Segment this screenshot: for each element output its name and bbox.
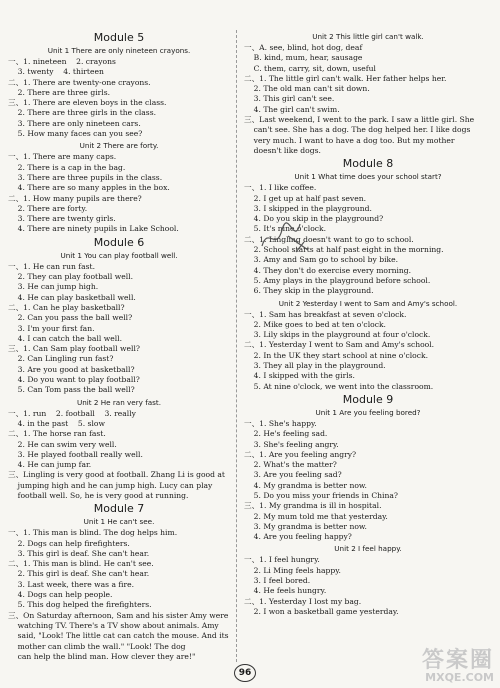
answer-line: doesn't like dogs. [244,145,321,155]
answer-line: 2. My mum told me that yesterday. [244,511,388,521]
answer-line: 2. In the UK they start school at nine o'clock. [244,350,428,360]
unit-heading: Unit 1 Are you feeling bored? [315,407,421,417]
answer-line: 3. He can jump high. [8,282,99,292]
answer-line: 二、1. This man is blind. He can't see. [8,559,154,569]
answer-line: 二、1. Yesterday I lost my bag. [244,596,362,606]
answer-line: 3. There are only nineteen cars. [8,118,141,128]
answer-line: 4. He can play basketball well. [8,292,136,302]
unit-heading: Unit 2 He ran very fast. [76,397,162,407]
unit-heading: Unit 1 What time does your school start? [294,172,442,182]
answer-line: 一、1. Sam has breakfast at seven o'clock. [244,309,407,319]
answer-line: 二、1. Are you feeling angry? [244,449,357,459]
answer-line: 3. Amy and Sam go to school by bike. [244,255,399,265]
answer-line: 3. My grandma is better now. [244,521,367,531]
answer-line: 一、1. There are many caps. [8,152,117,162]
answer-line: 3. Last week, there was a fire. [8,579,135,589]
answer-line: 3. There are three pupils in the class. [8,172,163,182]
answer-line: 2. Can Lingling run fast? [8,354,114,364]
answer-line: said, "Look! The little cat can catch the mouse. And its [8,631,229,641]
answer-line: 4. Do you skip in the playground? [244,214,384,224]
answer-line: 2. Li Ming feels happy. [244,565,341,575]
page-number: 96 [234,664,256,682]
answer-line: 2. School starts at half past eight in the morning. [244,245,444,255]
module-heading: Module 6 [93,235,145,249]
answer-line: mother can climb the wall." "Look! The dog [8,641,186,651]
answer-line: 3. This girl can't see. [244,94,335,104]
answer-line: 3. I feel bored. [244,576,311,586]
answer-line: 4. There are so many apples in the box. [8,183,170,193]
answer-line: 2. The old man can't sit down. [244,84,370,94]
answer-line: B. kind, mum, hear, sausage [244,53,363,63]
answer-line: 5. Do you miss your friends in China? [244,490,398,500]
answer-line: 4. in the past 5. slow [8,418,105,428]
watermark-logo: 答案圈 [421,648,494,673]
answer-line: 5. How many faces can you see? [8,129,143,139]
answer-line: 2. This girl is deaf. She can't hear. [8,569,150,579]
answer-line: 一、A. see, blind, hot dog, deaf [244,43,363,52]
answer-line: 2. There are forty. [8,203,88,213]
answer-line: 4. Dogs can help people. [8,590,113,600]
answer-line: 5. It's nine o'clock. [244,224,327,234]
answer-line: 2. There is a cap in the bag. [8,162,126,172]
answer-line: 5. Amy plays in the playground before school. [244,275,431,285]
unit-heading: Unit 2 This little girl can't walk. [312,32,424,41]
answer-line: 二、1. Lingling doesn't want to go to school. [244,234,414,244]
column-divider [236,30,237,662]
answer-line: 3. She's feeling angry. [244,439,339,449]
answer-line: 三、1. There are eleven boys in the class. [8,98,167,108]
answer-line: 4. The girl can't swim. [244,104,340,114]
answer-line: 2. I won a basketball game yesterday. [244,606,399,616]
answer-line: 4. I can catch the ball well. [8,333,122,343]
answer-line: 3. I'm your first fan. [8,323,95,333]
answer-line: 3. They all play in the playground. [244,361,386,371]
answer-line: 三、On Saturday afternoon, Sam and his sister Amy were [8,610,229,620]
unit-heading: Unit 2 Yesterday I went to Sam and Amy's school. [278,298,458,308]
answer-line: 3. Are you feeling sad? [244,470,342,480]
answer-line: 5. Can Tom pass the ball well? [8,385,135,395]
unit-heading: Unit 1 He can't see. [83,517,155,527]
answer-line: 3. twenty 4. thirteen [8,67,104,77]
answer-line: 4. He can jump far. [8,460,92,470]
answer-line: 2. What's the matter? [244,460,337,470]
answer-line: can help the blind man. How clever they are!" [8,651,196,661]
unit-heading: Unit 2 I feel happy. [334,544,402,554]
answer-line: 4. My grandma is better now. [244,480,367,490]
pen-scribble-icon [258,216,318,256]
answer-line: 一、1. nineteen 2. crayons [8,57,116,66]
answer-line: 4. I skipped with the girls. [244,371,355,381]
answer-line: 二、1. Can he play basketball? [8,302,125,312]
module-heading: Module 5 [93,31,145,44]
unit-heading: Unit 1 There are only nineteen crayons. [47,46,191,55]
answer-line: 2. I get up at half past seven. [244,193,367,203]
answer-line: 2. Dogs can help firefighters. [8,538,130,548]
module-heading: Module 9 [342,392,394,406]
answer-line: 3. There are twenty girls. [8,214,116,224]
answer-line: 三、Last weekend, I went to the park. I saw a little girl. She [244,115,475,125]
right-column [244,30,492,617]
answer-line: 三、Lingling is very good at football. Zhang Li is good at [8,470,225,480]
answer-line: 2. Can you pass the ball well? [8,313,133,323]
answer-line: 一、1. She's happy. [244,418,317,428]
watermark-site: MXQE.COM [425,671,494,684]
answer-line: 二、1. How many pupils are there? [8,193,142,203]
answer-line: very much. I want to have a dog too. But my mother [244,135,455,145]
answer-line: 三、1. Can Sam play football well? [8,344,140,354]
answer-line: 二、1. There are twenty-one crayons. [8,77,151,87]
answer-line: 一、1. I feel hungry. [244,555,320,565]
left-column [8,30,230,662]
answer-line: 一、1. He can run fast. [8,261,95,271]
answer-line: 三、1. My grandma is ill in hospital. [244,501,382,511]
answer-line: 二、1. The horse ran fast. [8,429,106,439]
answer-line: 3. I skipped in the playground. [244,203,372,213]
unit-heading: Unit 2 There are forty. [79,141,159,151]
answer-line: 4. Are you feeling happy? [244,532,352,542]
answer-line: watching TV. There's a TV show about animals. Amy [8,620,219,630]
answer-line: 二、1. Yesterday I went to Sam and Amy's school. [244,340,435,350]
answer-line: 2. There are three girls in the class. [8,108,157,118]
module-heading: Module 7 [93,502,145,516]
answer-line: can't see. She has a dog. The dog helped her. I like dogs [244,125,471,135]
answer-line: C. them, carry, sit, down, useful [244,63,376,73]
answer-line: jumping high and he can jump high. Lucy can play [8,480,213,490]
answer-line: 2. He can swim very well. [8,439,117,449]
answer-line: 3. He played football really well. [8,449,143,459]
answer-line: 5. At nine o'clock, we went into the classroom. [244,381,434,391]
answer-line: football well. So, he is very good at running. [8,490,189,500]
answer-line: 5. This dog helped the firefighters. [8,600,152,610]
answer-line: 2. Mike goes to bed at ten o'clock. [244,319,386,329]
answer-line: 2. They can play football well. [8,272,134,282]
answer-line: 4. He feels hungry. [244,586,327,596]
answer-line: 3. Lily skips in the playground at four o'clock. [244,330,431,340]
watermark [422,650,494,684]
answer-line: 6. They skip in the playground. [244,286,374,296]
module-heading: Module 8 [342,157,394,171]
answer-line: 一、1. run 2. football 3. really [8,408,136,418]
answer-line: 一、1. This man is blind. The dog helps him. [8,528,178,538]
answer-line: 2. There are three girls. [8,87,111,97]
answer-line: 一、1. I like coffee. [244,183,317,193]
answer-line: 4. There are ninety pupils in Lake School. [8,224,179,234]
answer-line: 3. Are you good at basketball? [8,364,135,374]
answer-line: 2. He's feeling sad. [244,429,328,439]
answer-line: 二、1. The little girl can't walk. Her father helps her. [244,73,447,83]
unit-heading: Unit 1 You can play football well. [60,250,178,260]
answer-line: 4. Do you want to play football? [8,375,140,385]
answer-line: 3. This girl is deaf. She can't hear. [8,548,150,558]
answer-line: 4. They don't do exercise every morning. [244,265,412,275]
